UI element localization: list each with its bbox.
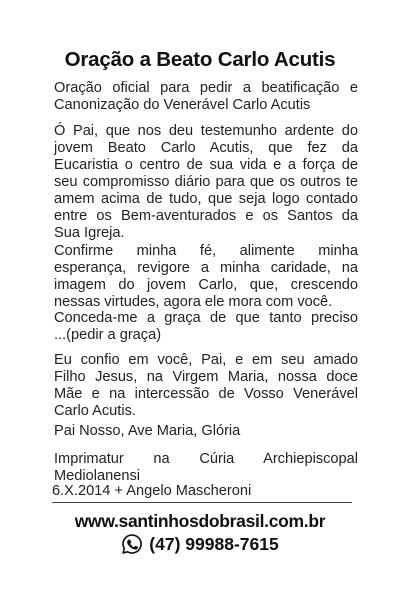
prayer-paragraph [54,123,358,242]
trust-line: Eu confio em você, Pai, e em seu amado [54,352,358,368]
intro-paragraph [54,80,358,114]
whatsapp-icon [121,533,143,555]
confirm-line: nessas virtudes, agora ele mora com você. [54,294,333,310]
trust-line: Filho Jesus, na Virgem Maria, nossa doce [54,369,358,385]
trust-line: Carlo Acutis. [54,403,136,419]
date-signature: 6.X.2014 + Angelo Mascheroni [52,483,252,499]
confirm-line: esperança, revigore a minha caridade, na [54,260,358,276]
prayer-line: seu compromisso diário para que os outros te [54,174,358,190]
phone-number[interactable]: (47) 99988-7615 [149,533,279,554]
trust-paragraph [54,352,358,420]
intro-line: Oração oficial para pedir a beatificação e [54,80,358,96]
imprimatur-paragraph [54,451,358,485]
imprimatur-line: Imprimatur na Cúria Archiepiscopal [54,451,358,467]
prayer-line: amem acima de tudo, que seja logo contado [54,191,358,207]
divider [52,502,352,503]
grace-line: ...(pedir a graça) [54,327,162,343]
prayer-title: Oração a Beato Carlo Acutis [64,48,336,71]
prayer-line: jovem Beato Carlo Acutis, que fez da [54,140,358,156]
intro-line: Canonização do Venerável Carlo Acutis [54,97,311,113]
prayer-line: Sua Igreja. [54,225,125,241]
imprimatur-line: Mediolanensi [54,468,140,484]
prayer-line: Eucaristia o centro de sua vida e a força de [54,157,358,173]
confirm-line: imagem do jovem Carlo, que, crescendo [54,277,358,293]
prayer-line: entre os Bem-aventurados e os Santos da [54,208,358,224]
website-link[interactable]: www.santinhosdobrasil.com.br [74,511,326,531]
phone-contact [0,533,400,555]
trust-line: Mãe e na intercessão de Vosso Venerável [54,386,358,402]
confirm-line: Confirme minha fé, alimente minha [54,243,358,259]
prayer-line: Ó Pai, que nos deu testemunho ardente do [54,123,358,139]
confirm-paragraph [54,243,358,311]
closing-prayers: Pai Nosso, Ave Maria, Glória [54,423,241,439]
grace-line: Conceda-me a graça de que tanto preciso [54,310,358,326]
grace-paragraph [54,310,358,344]
